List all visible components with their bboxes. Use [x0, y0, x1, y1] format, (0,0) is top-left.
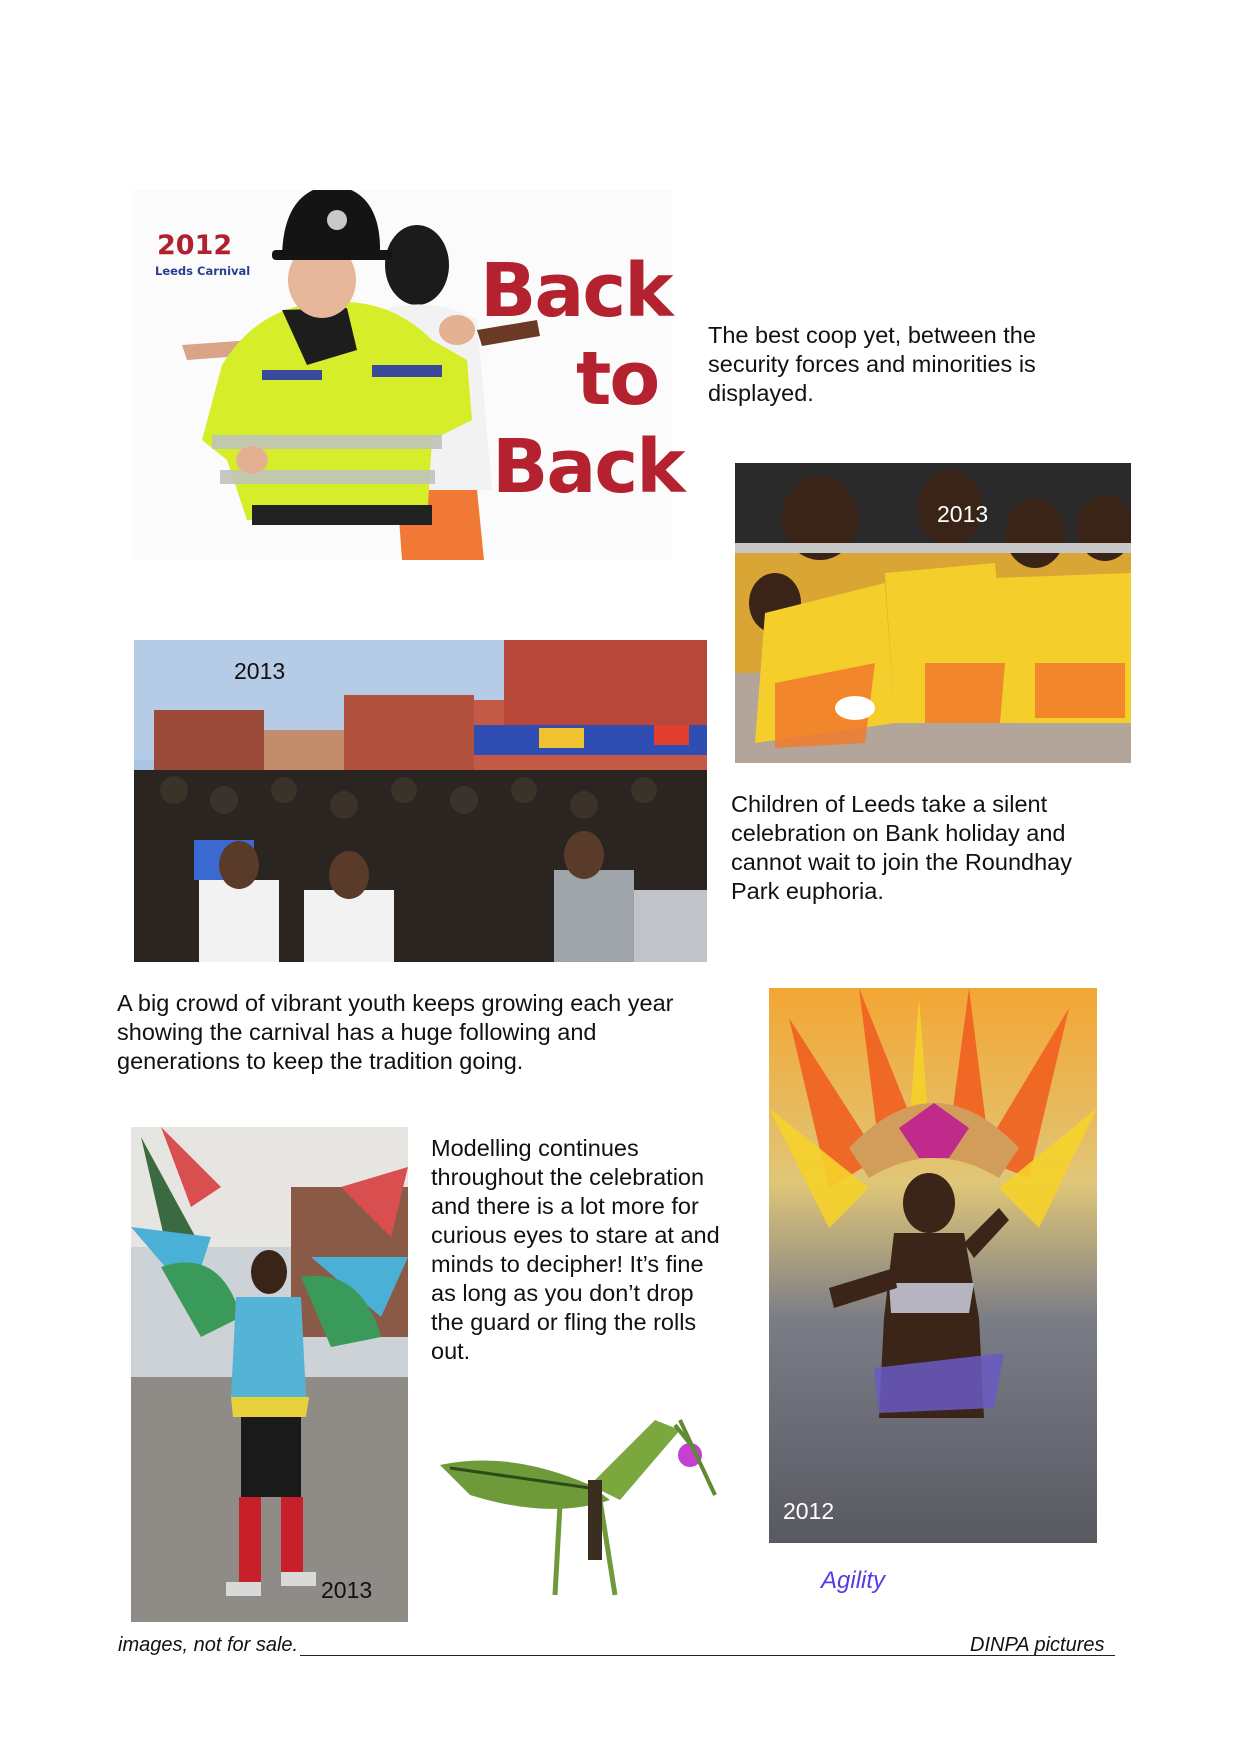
children-photo: [735, 463, 1131, 763]
caption-crowd: A big crowd of vibrant youth keeps growing each year showing the carnival has a huge following and generations to keep the tradition going.: [117, 990, 674, 1074]
crowd-photo-year: 2013: [234, 658, 286, 684]
footer-left: images, not for sale.: [118, 1634, 299, 1656]
footer-rule: [300, 1655, 1115, 1656]
hero-title-line-2: to: [576, 336, 659, 422]
costume-man-photo: [131, 1127, 408, 1622]
mantis-puppet-image: [440, 1410, 725, 1600]
dancer-photo-year: 2012: [783, 1498, 835, 1524]
hero-title-line-1: Back: [480, 248, 672, 334]
caption-coop: The best coop yet, between the security forces and minorities is displayed.: [708, 322, 1036, 406]
hero-subtitle: Leeds Carnival: [155, 264, 251, 278]
caption-modelling: Modelling continues throughout the celebration and there is a lot more for curious eyes to stare at and minds to decipher! It’s fine as long as you don’t drop the guard or fling the rolls out.: [431, 1135, 720, 1364]
children-photo-year: 2013: [937, 501, 989, 527]
crowd-photo: [134, 640, 707, 962]
agility-caption: Agility: [821, 1567, 886, 1594]
dancer-photo: [769, 988, 1097, 1543]
hero-title-line-3: Back: [492, 424, 684, 510]
hero-year: 2012: [157, 230, 233, 261]
costume-man-photo-year: 2013: [321, 1577, 373, 1603]
caption-children: Children of Leeds take a silent celebration on Bank holiday and cannot wait to join the Roundhay Park euphoria.: [731, 791, 1072, 904]
footer-right: DINPA pictures: [970, 1634, 1105, 1656]
